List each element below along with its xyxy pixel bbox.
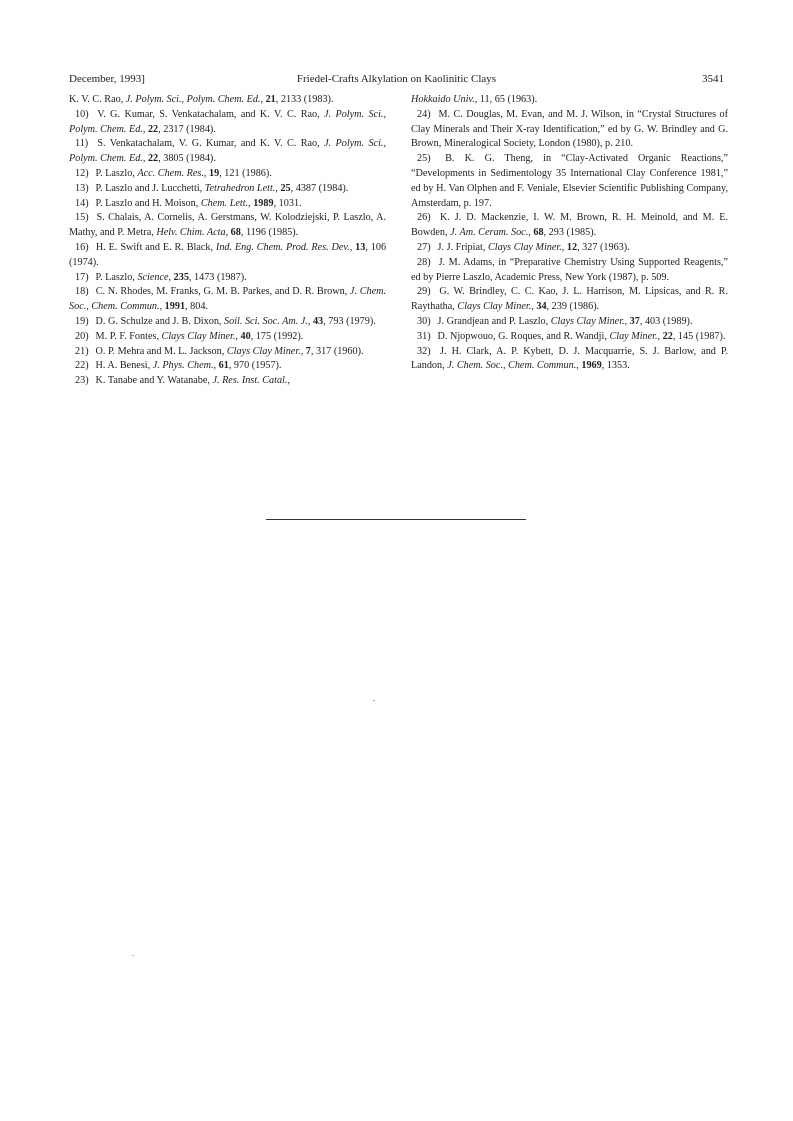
- reference-item: 32) J. H. Clark, A. P. Kybett, D. J. Macquarrie, S. J. Barlow, and P. Landon, J. Chem. Soc., Chem. Commun., 1969, 1353.: [411, 345, 729, 372]
- ref-authors: O. P. Mehra and M. L. Jackson,: [95, 345, 227, 357]
- ref-tail: , 1473 (1987).: [188, 271, 247, 283]
- left-column: [69, 93, 386, 389]
- ref-tail: , 121 (1986).: [219, 167, 272, 179]
- ref-tail: , 11, 65 (1963).: [474, 94, 538, 105]
- ref-tail: , 970 (1957).: [228, 360, 282, 372]
- reference-item: 18) C. N. Rhodes, M. Franks, G. M. B. Parkes, and D. R. Brown, J. Chem. Soc., Chem. Commun., 1991, 804.: [69, 286, 387, 313]
- ref-tail: , 1196 (1985).: [240, 227, 299, 239]
- ref-number: 30): [417, 315, 431, 327]
- ref-tail: , 2133 (1983).: [275, 94, 334, 105]
- ref-number: 16): [75, 241, 89, 253]
- ref-volume: 1991: [164, 301, 186, 313]
- ref-journal: J. Phys. Chem.: [152, 360, 214, 372]
- reference-item: 10) V. G. Kumar, S. Venkatachalam, and K. V. C. Rao, J. Polym. Sci., Polym. Chem. Ed., 22, 2317 (1984).: [69, 108, 386, 135]
- running-header: [69, 73, 724, 89]
- ref-number: 23): [75, 375, 89, 387]
- ref-tail: , 403 (1989).: [639, 315, 693, 327]
- ref-volume: 21: [265, 94, 276, 105]
- ref-number: 27): [417, 241, 431, 253]
- reference-list: [69, 108, 386, 389]
- ref-number: 10): [75, 108, 89, 120]
- ref-authors: H. E. Swift and E. R. Black,: [95, 241, 216, 253]
- ref-journal: Hokkaido Univ.: [411, 94, 475, 105]
- ref-authors: P. Laszlo,: [95, 167, 138, 179]
- reference-item: 16) H. E. Swift and E. R. Black, Ind. Eng. Chem. Prod. Res. Dev., 13, 106 (1974).: [69, 241, 387, 268]
- ref-authors: J. J. Fripiat,: [437, 241, 488, 253]
- ref-number: 17): [75, 271, 89, 283]
- ref-volume: 22: [147, 123, 159, 135]
- ref-number: 19): [75, 315, 89, 327]
- ref-number: 20): [75, 330, 89, 342]
- ref-tail: , 793 (1979).: [323, 315, 376, 327]
- reference-list: [411, 108, 728, 374]
- ref-number: 11): [75, 138, 89, 150]
- ref-volume: 40: [240, 330, 251, 342]
- ref-authors: K. V. C. Rao,: [69, 94, 126, 105]
- ref-authors: V. G. Kumar, S. Venkatachalam, and K. V. C. Rao,: [97, 108, 325, 120]
- reference-item: [69, 374, 386, 389]
- ref-number: 31): [417, 330, 431, 342]
- reference-item: 22) H. A. Benesi, J. Phys. Chem., 61, 970 (1957).: [69, 359, 386, 374]
- ref-authors: J. M. Adams, in “Preparative Chemistry Using Supported Reagents,” ed by Pierre Laszlo, Academic Press, New York (1987), p. 509.: [411, 256, 729, 283]
- end-rule: [266, 519, 526, 520]
- ref-number: 15): [75, 212, 89, 224]
- ref-number: 12): [75, 167, 89, 179]
- reference-item: 29) G. W. Brindley, C. C. Kao, J. L. Harrison, M. Lipsicas, and R. R. Raythatha, Clays Clay Miner., 34, 239 (1986).: [411, 286, 729, 313]
- ref-journal: Clays Clay Miner.: [487, 241, 562, 253]
- reference-item: 31) D. Njopwouo, G. Roques, and R. Wandji, Clay Miner., 22, 145 (1987).: [411, 330, 728, 345]
- ref-authors: M. P. F. Fontes,: [95, 330, 162, 342]
- ref-tail: , 1031.: [273, 197, 302, 209]
- reference-continuation: K. V. C. Rao, J. Polym. Sci., Polym. Chem. Ed., 21, 2133 (1983).: [69, 94, 334, 105]
- ref-tail: , 327 (1963).: [577, 241, 630, 253]
- ref-number: 24): [417, 108, 431, 120]
- ref-journal: J. Polym. Sci., Polym. Chem. Ed.: [69, 108, 386, 135]
- reference-continuation: [411, 93, 728, 108]
- reference-item: 21) O. P. Mehra and M. L. Jackson, Clays Clay Miner., 7, 317 (1960).: [69, 345, 386, 360]
- ref-number: 25): [417, 153, 431, 165]
- ref-journal: J. Res. Inst. Catal.,: [212, 375, 290, 387]
- ref-tail: , 3805 (1984).: [158, 153, 216, 165]
- ref-tail: , 106 (1974).: [69, 241, 387, 268]
- ref-journal: Science: [137, 271, 169, 283]
- ref-journal: Clays Clay Miner.: [226, 345, 301, 357]
- reference-item: 19) D. G. Schulze and J. B. Dixon, Soil. Sci. Soc. Am. J., 43, 793 (1979).: [69, 315, 386, 330]
- reference-item: 17) P. Laszlo, Science, 235, 1473 (1987).: [69, 271, 386, 286]
- ref-tail: , 145 (1987).: [672, 330, 726, 342]
- ref-volume: 7: [305, 345, 311, 357]
- reference-item: [411, 256, 728, 286]
- ref-authors: K. J. D. Mackenzie, I. W. M. Brown, R. H. Meinold, and M. E. Bowden,: [411, 212, 728, 239]
- ref-volume: 235: [173, 271, 189, 283]
- ref-journal: Ind. Eng. Chem. Prod. Res. Dev.: [215, 241, 350, 253]
- ref-number: 32): [417, 345, 431, 357]
- ref-authors: G. W. Brindley, C. C. Kao, J. L. Harrison, M. Lipsicas, and R. R. Raythatha,: [411, 286, 729, 313]
- ref-journal: Helv. Chim. Acta: [156, 227, 226, 239]
- right-column: [411, 93, 728, 374]
- ref-number: 21): [75, 345, 89, 357]
- ref-number: 14): [75, 197, 89, 209]
- ref-journal: J. Chem. Soc., Chem. Commun.: [69, 286, 387, 313]
- reference-item: 13) P. Laszlo and J. Lucchetti, Tetrahedron Lett., 25, 4387 (1984).: [69, 182, 386, 197]
- ref-authors: M. C. Douglas, M. Evan, and M. J. Wilson, in “Crystal Structures of Clay Minerals and Their X-ray Identification,” ed by G. W. Brindley and G. Brown, Mineralogical Society, London (1980), p. 210.: [411, 108, 728, 150]
- ref-number: 29): [417, 286, 431, 298]
- ref-volume: 68: [533, 227, 544, 239]
- ref-tail: , 239 (1986).: [546, 301, 600, 313]
- ref-journal: J. Polym. Sci., Polym. Chem. Ed.: [69, 138, 387, 165]
- ref-journal: Soil. Sci. Soc. Am. J.: [224, 315, 308, 327]
- scan-speck: [373, 700, 375, 701]
- reference-item: 20) M. P. F. Fontes, Clays Clay Miner., 40, 175 (1992).: [69, 330, 386, 345]
- ref-volume: 1989: [253, 197, 274, 209]
- scan-speck: [132, 955, 134, 956]
- ref-volume: 22: [662, 330, 673, 342]
- ref-authors: B. K. G. Theng, in “Clay-Activated Organic Reactions,” “Developments in Sedimentology 35 International Clay Conference 1981,” ed by H. Van Olphen and F. Veniale, Elsevier Scientific Publishing Company, Amsterdam, p. 197.: [411, 153, 729, 209]
- ref-tail: , 804.: [185, 301, 208, 313]
- ref-authors: C. N. Rhodes, M. Franks, G. M. B. Parkes, and D. R. Brown,: [95, 286, 350, 298]
- ref-number: 13): [75, 182, 89, 194]
- ref-volume: 25: [280, 182, 291, 194]
- ref-volume: 12: [566, 241, 578, 253]
- reference-item: 30) J. Grandjean and P. Laszlo, Clays Clay Miner., 37, 403 (1989).: [411, 315, 728, 330]
- ref-volume: 19: [209, 167, 220, 179]
- ref-journal: Chem. Lett.: [200, 197, 249, 209]
- ref-volume: 22: [147, 153, 159, 165]
- header-title: Friedel-Crafts Alkylation on Kaolinitic Clays: [296, 73, 497, 85]
- reference-item: 11) S. Venkatachalam, V. G. Kumar, and K. V. C. Rao, J. Polym. Sci., Polym. Chem. Ed., 22, 3805 (1984).: [69, 138, 387, 165]
- header-date: December, 1993]: [69, 73, 145, 85]
- ref-authors: S. Venkatachalam, V. G. Kumar, and K. V. C. Rao,: [97, 138, 325, 150]
- ref-authors: P. Laszlo and J. Lucchetti,: [95, 182, 205, 194]
- ref-authors: H. A. Benesi,: [95, 360, 153, 372]
- ref-volume: 43: [312, 315, 324, 327]
- reference-item: [411, 152, 728, 211]
- ref-journal: Tetrahedron Lett.: [204, 182, 276, 194]
- ref-journal: Clays Clay Miner.: [550, 315, 625, 327]
- reference-item: 15) S. Chalais, A. Cornelis, A. Gerstmans, W. Kolodziejski, P. Laszlo, A. Mathy, and P. Metra, Helv. Chim. Acta, 68, 1196 (1985).: [69, 212, 387, 239]
- ref-authors: D. Njopwouo, G. Roques, and R. Wandji,: [437, 330, 610, 342]
- ref-journal: J. Chem. Soc., Chem. Commun.: [447, 360, 577, 372]
- ref-number: 18): [75, 286, 89, 298]
- ref-journal: Acc. Chem. Res.: [137, 167, 204, 179]
- reference-item: 12) P. Laszlo, Acc. Chem. Res., 19, 121 (1986).: [69, 167, 386, 182]
- ref-journal: Clay Miner.: [609, 330, 658, 342]
- ref-authors: P. Laszlo and H. Moison,: [95, 197, 201, 209]
- ref-tail: , 175 (1992).: [250, 330, 304, 342]
- ref-authors: J. Grandjean and P. Laszlo,: [437, 315, 551, 327]
- reference-item: 27) J. J. Fripiat, Clays Clay Miner., 12, 327 (1963).: [411, 241, 728, 256]
- ref-tail: , 317 (1960).: [310, 345, 364, 357]
- ref-volume: 61: [218, 360, 229, 372]
- page-number: 3541: [702, 73, 724, 85]
- reference-item: 26) K. J. D. Mackenzie, I. W. M. Brown, R. H. Meinold, and M. E. Bowden, J. Am. Ceram. Soc., 68, 293 (1985).: [411, 212, 728, 239]
- ref-number: 28): [417, 256, 431, 268]
- reference-item: [411, 108, 728, 152]
- ref-authors: P. Laszlo,: [95, 271, 138, 283]
- ref-tail: , 1353.: [601, 360, 630, 372]
- ref-authors: S. Chalais, A. Cornelis, A. Gerstmans, W. Kolodziejski, P. Laszlo, A. Mathy, and P. Metra,: [69, 212, 387, 239]
- ref-volume: 37: [629, 315, 640, 327]
- ref-number: 26): [417, 212, 431, 224]
- ref-journal: J. Am. Ceram. Soc.: [450, 227, 529, 239]
- ref-volume: 13: [355, 241, 366, 253]
- ref-number: 22): [75, 360, 89, 372]
- ref-volume: 68: [230, 227, 241, 239]
- reference-item: 14) P. Laszlo and H. Moison, Chem. Lett., 1989, 1031.: [69, 197, 386, 212]
- ref-authors: J. H. Clark, A. P. Kybett, D. J. Macquarrie, S. J. Barlow, and P. Landon,: [411, 345, 729, 372]
- ref-authors: K. Tanabe and Y. Watanabe,: [95, 375, 213, 387]
- ref-journal: Clays Clay Miner.: [161, 330, 236, 342]
- ref-journal: J. Polym. Sci., Polym. Chem. Ed.: [125, 94, 261, 105]
- ref-tail: , 2317 (1984).: [158, 123, 216, 135]
- ref-volume: 34: [536, 301, 547, 313]
- ref-volume: 1969: [581, 360, 602, 372]
- ref-journal: Clays Clay Miner.: [457, 301, 532, 313]
- ref-tail: , 4387 (1984).: [290, 182, 349, 194]
- ref-tail: , 293 (1985).: [543, 227, 597, 239]
- ref-authors: D. G. Schulze and J. B. Dixon,: [95, 315, 225, 327]
